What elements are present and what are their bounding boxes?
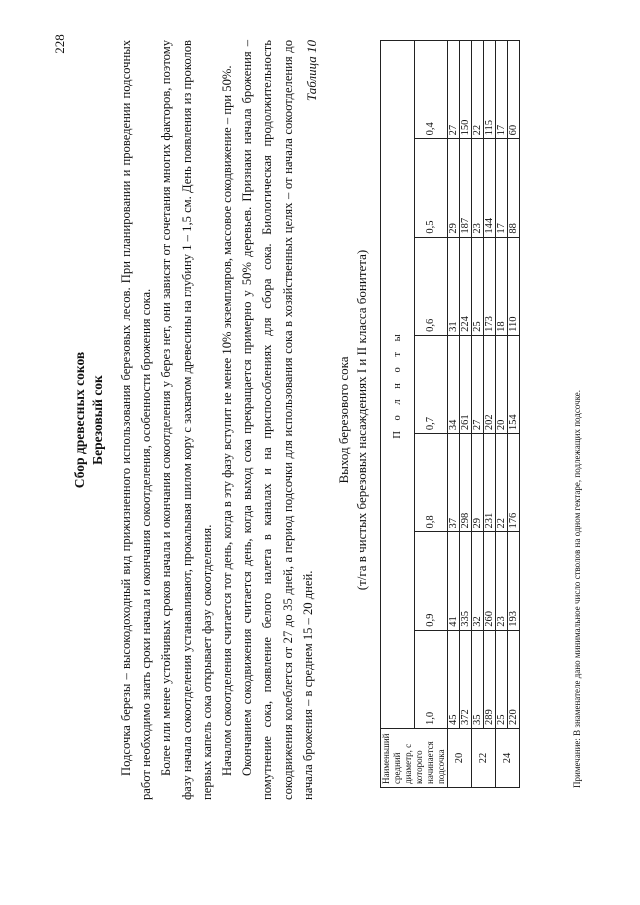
page-number: 228: [52, 34, 67, 54]
yield-cell: 25: [472, 237, 484, 335]
column-header: 0,7: [414, 335, 448, 433]
tree-count-cell: 144: [484, 139, 496, 237]
table-row: [508, 41, 520, 788]
tree-count-cell: 110: [508, 237, 520, 335]
yield-cell: 45: [448, 630, 460, 728]
table-row: [484, 41, 496, 788]
tree-count-cell: 150: [460, 41, 472, 139]
yield-cell: 32: [472, 532, 484, 630]
rotated-page: [52, 34, 612, 840]
tree-count-cell: 261: [460, 335, 472, 433]
yield-cell: 27: [472, 335, 484, 433]
yield-cell: 17: [496, 41, 508, 139]
yield-cell: 22: [472, 41, 484, 139]
tree-count-cell: 372: [460, 630, 472, 728]
yield-cell: 29: [448, 139, 460, 237]
tree-count-cell: 231: [484, 434, 496, 532]
yield-cell: 27: [448, 41, 460, 139]
yield-cell: 35: [472, 630, 484, 728]
column-header: 1,0: [414, 630, 448, 728]
paragraph: Подсочка березы – высокодоходный вид прижизненного использования березовых лесов. При планировании и проведении подсочных работ необходимо знать сроки начала и окончания сокоотделения, особенности брожения сока.: [119, 40, 154, 800]
row-header: Наименьший средний диаметр, с которого начинается подсочка: [381, 729, 448, 788]
yield-cell: 29: [472, 434, 484, 532]
tree-count-cell: 260: [484, 532, 496, 630]
table-subtitle: (т/га в чистых березовых насаждениях I и II класса бонитета): [354, 249, 369, 591]
yield-cell: 22: [496, 434, 508, 532]
tree-count-cell: 298: [460, 434, 472, 532]
paragraph: Окончанием сокодвижения считается день, когда выход сока прекращается примерно у 50% деревьев. Признаки начала брожения – помутнение сока, появление белого налета в каналах и на приспособлениях для сбора сока. Биологическая продолжительность сокодвижения колеблется от 27 до 35 дней, а период подсочки для использования сока в хозяйственных целях – от начала сокоотделения до начала брожения – в среднем 15 – 20 дней.: [240, 40, 315, 800]
column-header: 0,6: [414, 237, 448, 335]
yield-cell: 23: [496, 532, 508, 630]
yield-cell: 23: [472, 139, 484, 237]
section-title: Сбор древесных соков: [72, 351, 87, 489]
table-title: Выход березового сока: [336, 356, 351, 484]
tree-count-cell: 60: [508, 41, 520, 139]
column-header: 0,8: [414, 434, 448, 532]
table-body: [448, 41, 520, 788]
subsection-title: Березовый сок: [90, 375, 105, 465]
body-text: [116, 40, 318, 800]
yield-cell: 17: [496, 139, 508, 237]
yield-cell: 25: [496, 630, 508, 728]
paragraph: Более или менее устойчивых сроков начала и окончания сокоотделения у берез нет, они зависят от сочетания многих факторов, поэтому фазу начала сокоотделения устанавливают, прокалывая шилом кору с захватом древесины на глубину 1 – 1,5 см. День появления из проколов первых капель сока открывает фазу сокоотделения.: [159, 40, 214, 800]
table-row: [448, 41, 460, 788]
column-header: 0,4: [414, 41, 448, 139]
tree-count-cell: 193: [508, 532, 520, 630]
diameter-cell: 22: [472, 729, 496, 788]
table-note: Примечание: В знаменателе дано минимальное число стволов на одном гектаре, подлежащих подсочке.: [572, 389, 582, 788]
tree-count-cell: 335: [460, 532, 472, 630]
yield-cell: 31: [448, 237, 460, 335]
tree-count-cell: 154: [508, 335, 520, 433]
table-label: Таблица 10: [304, 40, 319, 102]
density-group-header: П о л н о т ы: [381, 41, 415, 729]
sap-yield-table: [380, 40, 520, 788]
tree-count-cell: 115: [484, 41, 496, 139]
column-header: 0,5: [414, 139, 448, 237]
diameter-cell: 24: [496, 729, 520, 788]
column-header-row: [414, 41, 448, 788]
tree-count-cell: 224: [460, 237, 472, 335]
yield-cell: 34: [448, 335, 460, 433]
tree-count-cell: 173: [484, 237, 496, 335]
tree-count-cell: 202: [484, 335, 496, 433]
yield-cell: 37: [448, 434, 460, 532]
yield-cell: 18: [496, 237, 508, 335]
diameter-cell: 20: [448, 729, 472, 788]
column-header: 0,9: [414, 532, 448, 630]
table-row: [496, 41, 508, 788]
tree-count-cell: 187: [460, 139, 472, 237]
yield-cell: 41: [448, 532, 460, 630]
tree-count-cell: 220: [508, 630, 520, 728]
tree-count-cell: 88: [508, 139, 520, 237]
tree-count-cell: 289: [484, 630, 496, 728]
table-row: [460, 41, 472, 788]
table-row: [472, 41, 484, 788]
yield-cell: 20: [496, 335, 508, 433]
paragraph: Началом сокоотделения считается тот день, когда в эту фазу вступит не менее 10% экземпляров, массовое сокодвижение – при 50%.: [220, 65, 235, 776]
tree-count-cell: 176: [508, 434, 520, 532]
